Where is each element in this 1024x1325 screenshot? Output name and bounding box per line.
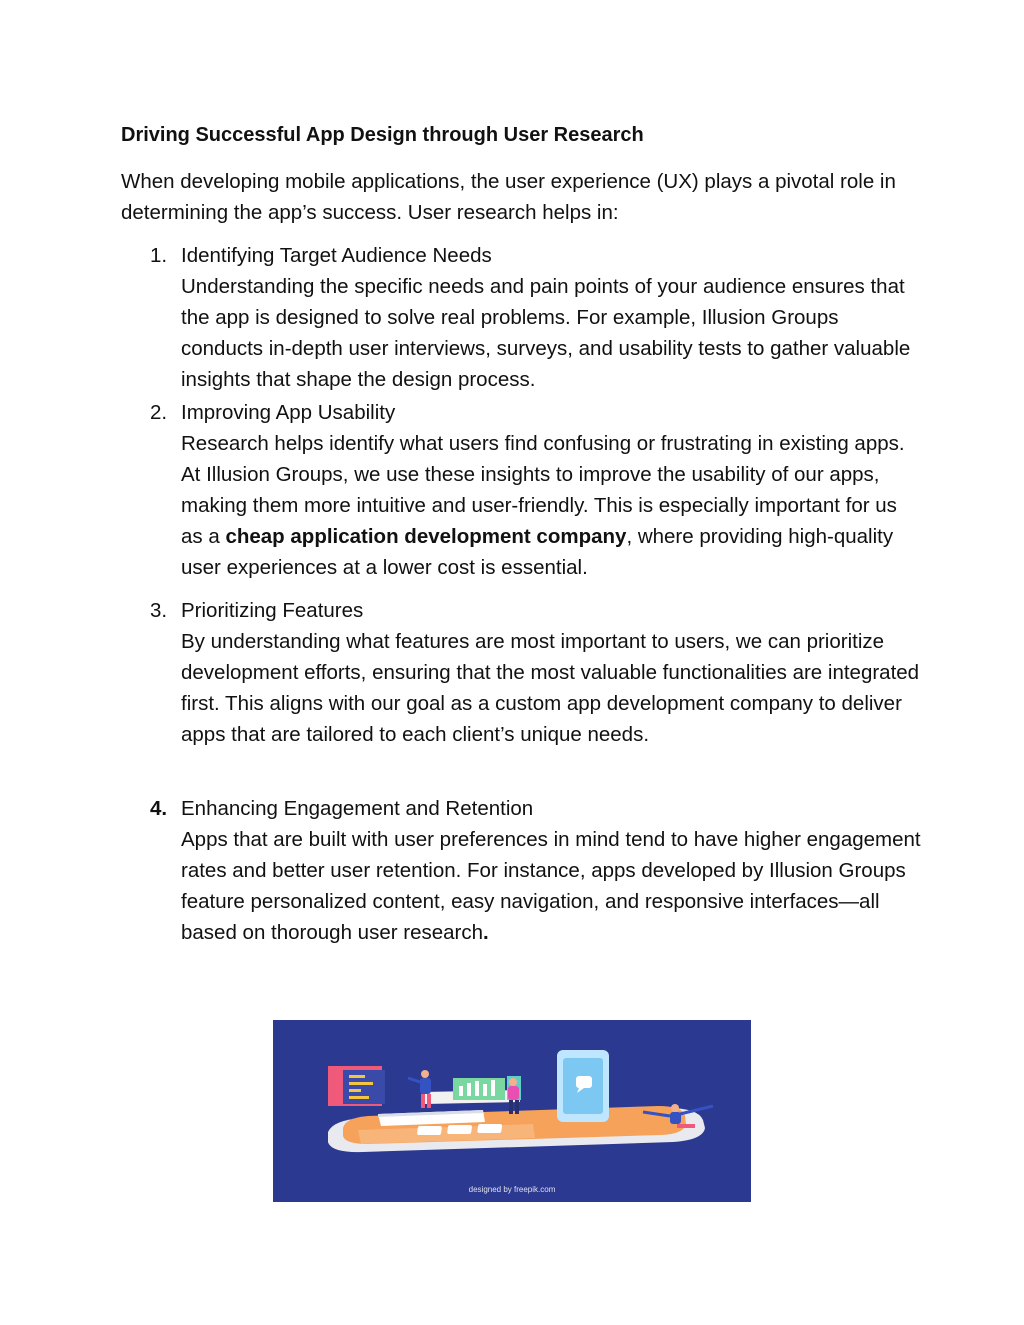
list-body-text: Apps that are built with user preferences in mind tend to have higher engagement rates and better user retention. For instance, apps developed by Illusion Groups feature personalized content, easy navigation, and responsive interfaces—all based on thorough user research xyxy=(181,828,921,944)
task-card xyxy=(328,1066,385,1106)
list-number: 1. xyxy=(150,244,168,267)
list-body xyxy=(181,824,921,948)
list-body-text: , where providing high-quality user experiences at a lower cost is essential. xyxy=(181,525,894,579)
document-title: Driving Successful App Design through User Research xyxy=(121,124,644,146)
research-benefits-list xyxy=(121,240,921,948)
list-item xyxy=(121,793,921,948)
list-item xyxy=(121,397,921,595)
highlighted-phrase: cheap application development company xyxy=(225,525,627,548)
list-body xyxy=(181,428,921,583)
illustration-credit: designed by freepik.com xyxy=(468,1185,556,1194)
list-heading: Identifying Target Audience Needs xyxy=(181,244,492,267)
list-body: By understanding what features are most important to users, we can prioritize development efforts, ensuring that the most valuable functionalities are integrated first. This aligns with our goal as a custom app development company to deliver apps that are tailored to each client’s unique needs. xyxy=(181,630,920,746)
list-heading: Enhancing Engagement and Retention xyxy=(181,797,534,820)
intro-paragraph: When developing mobile applications, the user experience (UX) plays a pivotal role in determining the app’s success. User research helps in: xyxy=(121,170,896,224)
list-item xyxy=(121,595,921,793)
list-body: Understanding the specific needs and pain points of your audience ensures that the app is designed to solve real problems. For example, Illusion Groups conducts in-depth user interviews, surveys, and usability tests to gather valuable insights that shape the design process. xyxy=(181,275,911,391)
phone-device xyxy=(557,1050,609,1122)
list-number: 2. xyxy=(150,401,168,424)
list-heading: Prioritizing Features xyxy=(181,599,364,622)
list-body-end: . xyxy=(483,921,489,944)
app-design-illustration xyxy=(273,1020,751,1202)
list-body-text: Research helps identify what users find confusing or frustrating in existing apps. At Illusion Groups, we use these insights to improve the usability of our apps, making them more intuitive and user-friendly. This is especially important for us as a xyxy=(181,432,905,548)
list-heading: Improving App Usability xyxy=(181,401,396,424)
list-number: 3. xyxy=(150,599,168,622)
list-number: 4. xyxy=(150,797,168,820)
list-item xyxy=(121,240,921,397)
